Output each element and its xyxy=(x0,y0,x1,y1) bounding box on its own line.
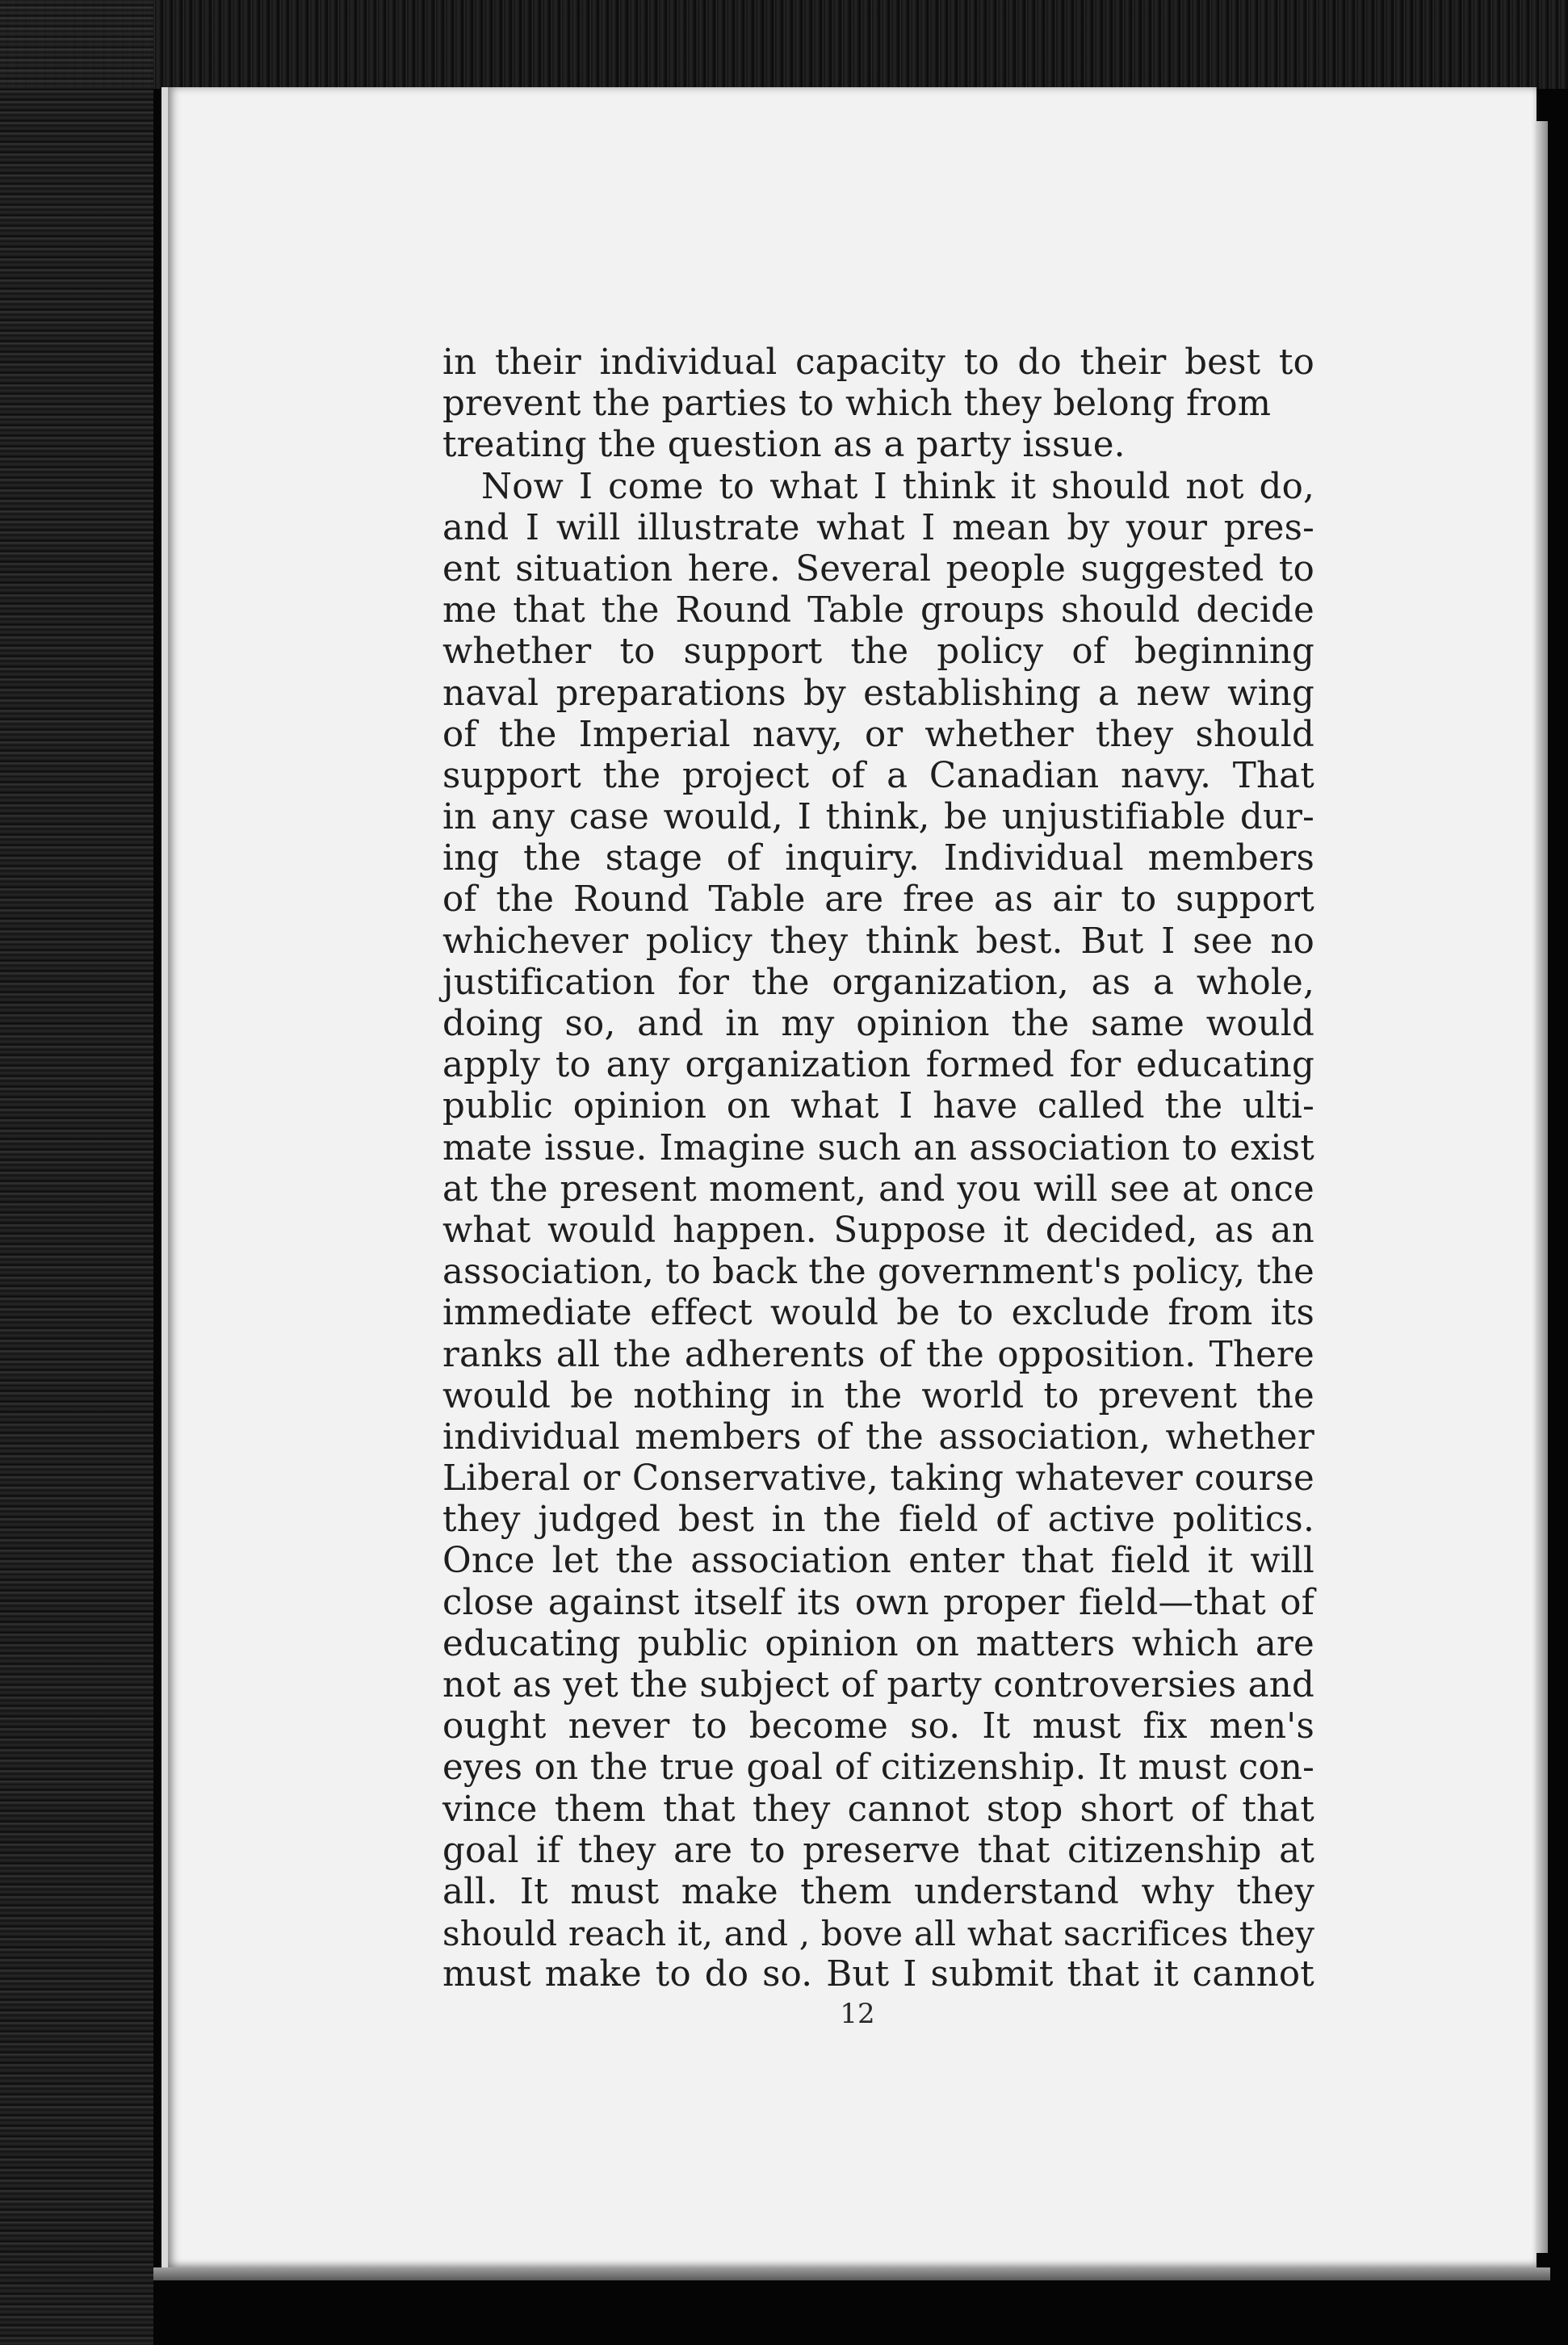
binding-left-edge xyxy=(0,0,153,2345)
text-line: what would happen. Suppose it decided, as an xyxy=(442,1210,1314,1251)
text-line: educating public opinion on matters which are xyxy=(442,1623,1314,1664)
text-line: prevent the parties to which they belong from xyxy=(442,384,1272,425)
text-line: apply to any organization formed for educating xyxy=(442,1045,1314,1086)
text-line: would be nothing in the world to prevent the xyxy=(442,1375,1314,1416)
text-line: all. It must make them understand why they xyxy=(442,1871,1314,1912)
text-line: association, to back the government's policy, the xyxy=(442,1252,1314,1293)
text-line: Liberal or Conservative, taking whatever course xyxy=(442,1458,1314,1500)
text-line: and I will illustrate what I mean by your pres- xyxy=(442,507,1314,548)
text-line: they judged best in the field of active politics. xyxy=(442,1500,1314,1541)
text-line: naval preparations by establishing a new wing xyxy=(442,673,1314,714)
text-line: ranks all the adherents of the opposition. There xyxy=(442,1334,1314,1375)
text-line: in any case would, I think, be unjustifiable dur- xyxy=(442,797,1314,838)
text-line: immediate effect would be to exclude from its xyxy=(442,1293,1314,1334)
text-line: individual members of the association, whether xyxy=(442,1416,1314,1458)
text-line: me that the Round Table groups should decide xyxy=(442,590,1314,631)
page-bottom-edge xyxy=(153,2267,1550,2280)
text-line: support the project of a Canadian navy. That xyxy=(442,755,1314,796)
page-number: 12 xyxy=(840,1998,875,2030)
text-line: of the Round Table are free as air to support xyxy=(442,879,1314,921)
text-line: close against itself its own proper field—that of xyxy=(442,1582,1314,1623)
text-line: mate issue. Imagine such an association to exist xyxy=(442,1127,1314,1168)
binding-top-edge xyxy=(0,0,1568,89)
text-line: justification for the organization, as a whole, xyxy=(442,962,1314,1003)
text-line: doing so, and in my opinion the same would xyxy=(442,1004,1314,1044)
text-line: vince them that they cannot stop short of that xyxy=(442,1789,1314,1830)
text-line: Once let the association enter that field it will xyxy=(442,1541,1314,1582)
text-line: ent situation here. Several people suggested to xyxy=(442,548,1314,589)
body-text xyxy=(442,342,1314,1996)
text-line: at the present moment, and you will see at once xyxy=(442,1168,1314,1210)
text-line: public opinion on what I have called the ulti- xyxy=(442,1086,1314,1127)
text-line: ought never to become so. It must fix men's xyxy=(442,1706,1314,1747)
text-line: must make to do so. But I submit that it cannot xyxy=(442,1954,1314,1995)
text-line: Now I come to what I think it should not do, xyxy=(481,466,1314,507)
text-line: whether to support the policy of beginning xyxy=(442,631,1314,673)
text-line: goal if they are to preserve that citizenship at xyxy=(442,1830,1314,1871)
text-line: whichever policy they think best. But I see no xyxy=(442,921,1314,962)
text-line: not as yet the subject of party controversies and xyxy=(442,1665,1314,1705)
text-line: eyes on the true goal of citizenship. It must con- xyxy=(442,1747,1314,1789)
text-line: should reach it, and , bove all what sacrifices they xyxy=(442,1914,1315,1954)
text-line: of the Imperial navy, or whether they should xyxy=(442,714,1314,755)
text-line: in their individual capacity to do their best to xyxy=(442,342,1314,383)
text-line: treating the question as a party issue. xyxy=(442,425,1126,466)
text-line: ing the stage of inquiry. Individual members xyxy=(442,838,1314,879)
